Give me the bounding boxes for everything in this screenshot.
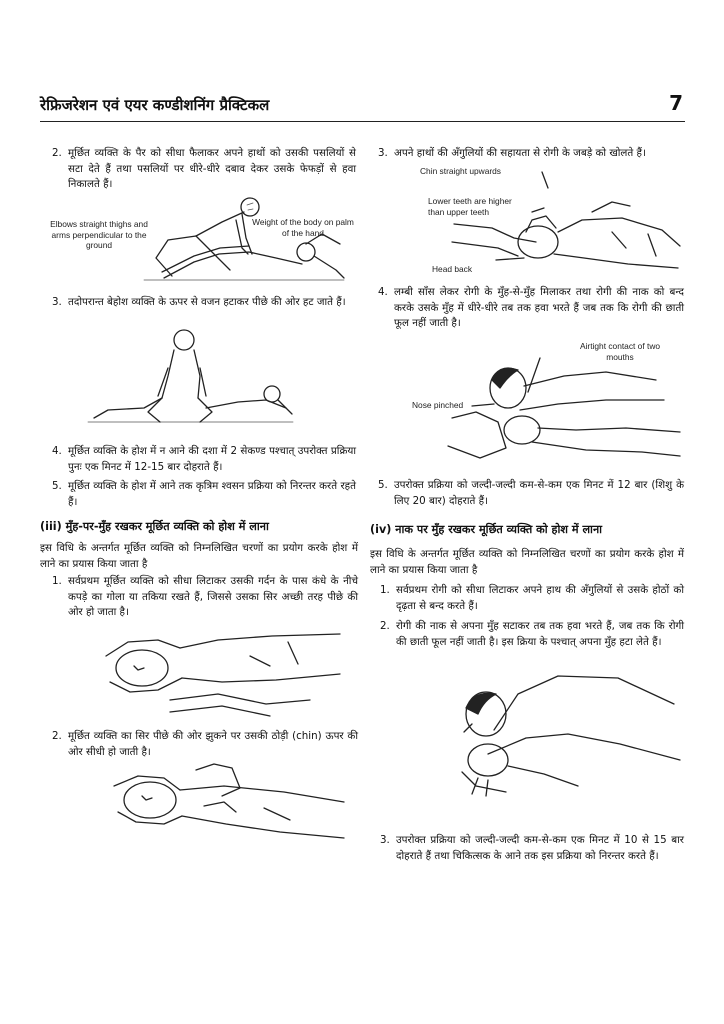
left-step5-number: 5. (52, 480, 62, 492)
right-sub3-number: 3. (380, 834, 390, 846)
left-section-intro: इस विधि के अन्तर्गत मूर्छित व्यक्ति को निम्नलिखित चरणों का प्रयोग करके होश में लाने का प्रयास किया जाता है (40, 542, 358, 570)
running-title: रेफ्रिजरेशन एवं एयर कण्डीशनिंग प्रैक्टिकल (40, 96, 270, 114)
left-step2-number: 2. (52, 147, 62, 159)
header-rule (40, 121, 685, 122)
right-section-heading: (iv) नाक पर मुँह रखकर मूर्छित व्यक्ति को होश में लाना (370, 523, 603, 536)
caption-head-back: Head back (432, 264, 473, 274)
left-step3-number: 3. (52, 296, 62, 308)
right-sub2-text: रोगी की नाक से अपना मुँह सटाकर तब तक हवा भरते हैं, जब तक कि रोगी की छाती फूल नहीं जाती है। इस क्रिया के पश्चात् अपना मुँह हटा लेते हैं। (396, 620, 684, 648)
left-sub1-number: 1. (52, 575, 62, 587)
release-pressure-illustration (88, 328, 298, 428)
chin-up-illustration (104, 762, 348, 860)
caption-weight-on-palm: Weight of the body on palm of the hand (252, 217, 354, 238)
page-header (40, 93, 685, 121)
caption-chin-upwards: Chin straight upwards (420, 166, 501, 176)
right-step5-text: उपरोक्त प्रक्रिया को जल्दी-जल्दी कम-से-कम एक मिनट में 12 बार (शिशु के लिए 20 बार) दोहराते हैं। (394, 479, 684, 507)
left-sub2-text: मूर्छित व्यक्ति का सिर पीछे की ओर झुकने पर उसकी ठोड़ी (chin) ऊपर की ओर सीधी हो जाती है। (68, 730, 358, 758)
head-tilt-pillow-illustration (100, 622, 348, 720)
right-sub3-text: उपरोक्त प्रक्रिया को जल्दी-जल्दी कम-से-कम एक मिनट में 10 से 15 बार दोहराते हैं तथा चिकित्सक के आने तक इस प्रक्रिया को निरन्तर करते हैं। (396, 834, 684, 862)
left-sub1-text: सर्वप्रथम मूर्छित व्यक्ति को सीधा लिटाकर उसकी गर्दन के पास कंधे के नीचे कपड़े का गोला या तकिया रखते हैं, जिससे उसका सिर अच्छी तरह पीछे की ओर हो जाता है। (68, 575, 358, 618)
left-step2-text: मूर्छित व्यक्ति के पैर को सीधा फैलाकर अपने हाथों को उसकी पसलियों से सटा देते हैं तथा पसलियों पर धीरे-धीरे दबाव देकर उसके फेफड़ों से हवा निकालते हैं। (68, 147, 356, 190)
right-step3-number: 3. (378, 147, 388, 159)
page-number: 7 (669, 91, 683, 115)
mouth-to-mouth-illustration (436, 358, 682, 464)
mouth-to-nose-illustration (448, 674, 684, 804)
caption-airtight-contact: Airtight contact of two mouths (579, 341, 661, 362)
left-step5-text: मूर्छित व्यक्ति के होश में आने तक कृत्रिम श्वसन प्रक्रिया को निरन्तर करते रहते हैं। (68, 480, 356, 508)
right-sub2-number: 2. (380, 620, 390, 632)
right-sub1-text: सर्वप्रथम रोगी को सीधा लिटाकर अपने हाथ की अँगुलियों से उसके होठों को दृढ़ता से बन्द करते हैं। (396, 584, 684, 612)
left-step4-number: 4. (52, 445, 62, 457)
right-step3-text: अपने हाथों की अँगुलियों की सहायता से रोगी के जबड़े को खोलते हैं। (394, 147, 646, 159)
right-step4-text: लम्बी साँस लेकर रोगी के मुँह-से-मुँह मिलाकर तथा रोगी की नाक को बन्द करके उसके मुँह में धीरे-धीरे तब तक हवा भरते हैं जब तक कि रोगी की छाती फूल नहीं जाती है। (394, 286, 684, 329)
right-sub1-number: 1. (380, 584, 390, 596)
jaw-opening-illustration (452, 172, 684, 276)
left-step3-text: तदोपरान्त बेहोश व्यक्ति के ऊपर से वजन हटाकर पीछे की ओर हट जाते हैं। (68, 296, 346, 308)
left-section-heading: (iii) मुँह-पर-मुँह रखकर मूर्छित व्यक्ति को होश में लाना (40, 520, 269, 533)
caption-lower-teeth: Lower teeth are higher than upper teeth (428, 196, 512, 217)
caption-elbows-straight: Elbows straight thighs and arms perpendicular to the ground (50, 219, 148, 250)
right-step4-number: 4. (378, 286, 388, 298)
left-sub2-number: 2. (52, 730, 62, 742)
right-step5-number: 5. (378, 479, 388, 491)
caption-nose-pinched: Nose pinched (412, 400, 464, 410)
right-section-intro: इस विधि के अन्तर्गत मूर्छित व्यक्ति को निम्नलिखित चरणों का प्रयोग करके होश में लाने का प्रयास किया जाता है (370, 548, 684, 576)
left-step4-text: मूर्छित व्यक्ति के होश में न आने की दशा में 2 सेकण्ड पश्चात् उपरोक्त प्रक्रिया पुनः एक मिनट में 12-15 बार दोहराते हैं। (68, 445, 356, 473)
